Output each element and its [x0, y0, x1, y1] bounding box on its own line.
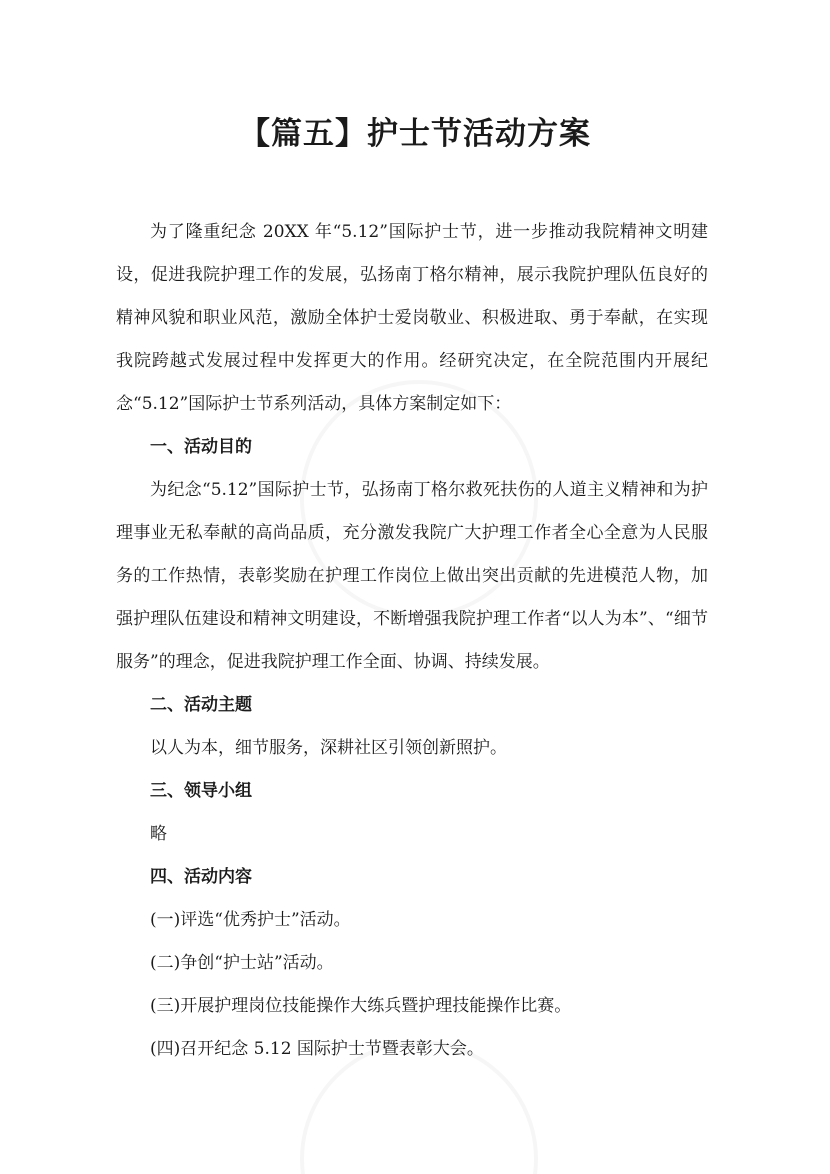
section-heading-leadership: 三、领导小组	[150, 781, 252, 801]
theme-text: 以人为本，细节服务，深耕社区引领创新照护。	[150, 738, 507, 758]
content-item-2: (二)争创“护士站”活动。	[150, 953, 334, 973]
document-body	[116, 211, 708, 1071]
intro-paragraph: 为了隆重纪念 20XX 年“5.12”国际护士节，进一步推动我院精神文明建设，促进我院护理工作的发展，弘扬南丁格尔精神，展示我院护理队伍良好的精神风貌和职业风范，激励全体护士爱岗敬业、积极进取、勇于奉献，在实现我院跨越式发展过程中发挥更大的作用。经研究决定，在全院范围内开展纪念“5.12”国际护士节系列活动，具体方案制定如下：	[116, 222, 708, 414]
purpose-paragraph: 为纪念“5.12”国际护士节，弘扬南丁格尔救死扶伤的人道主义精神和为护理事业无私奉献的高尚品质，充分激发我院广大护理工作者全心全意为人民服务的工作热情，表彰奖励在护理工作岗位上做出突出贡献的先进模范人物，加强护理队伍建设和精神文明建设，不断增强我院护理工作者“以人为本”、“细节服务”的理念，促进我院护理工作全面、协调、持续发展。	[116, 480, 708, 672]
section-heading-purpose: 一、活动目的	[150, 437, 252, 457]
content-item-4: (四)召开纪念 5.12 国际护士节暨表彰大会。	[150, 1039, 484, 1059]
section-heading-content: 四、活动内容	[150, 867, 252, 887]
section-heading-theme: 二、活动主题	[150, 695, 252, 715]
content-item-1: (一)评选“优秀护士”活动。	[150, 910, 351, 930]
document-title: 【篇五】护士节活动方案	[239, 116, 591, 152]
leadership-text: 略	[150, 824, 167, 844]
content-item-3: (三)开展护理岗位技能操作大练兵暨护理技能操作比赛。	[150, 996, 572, 1016]
